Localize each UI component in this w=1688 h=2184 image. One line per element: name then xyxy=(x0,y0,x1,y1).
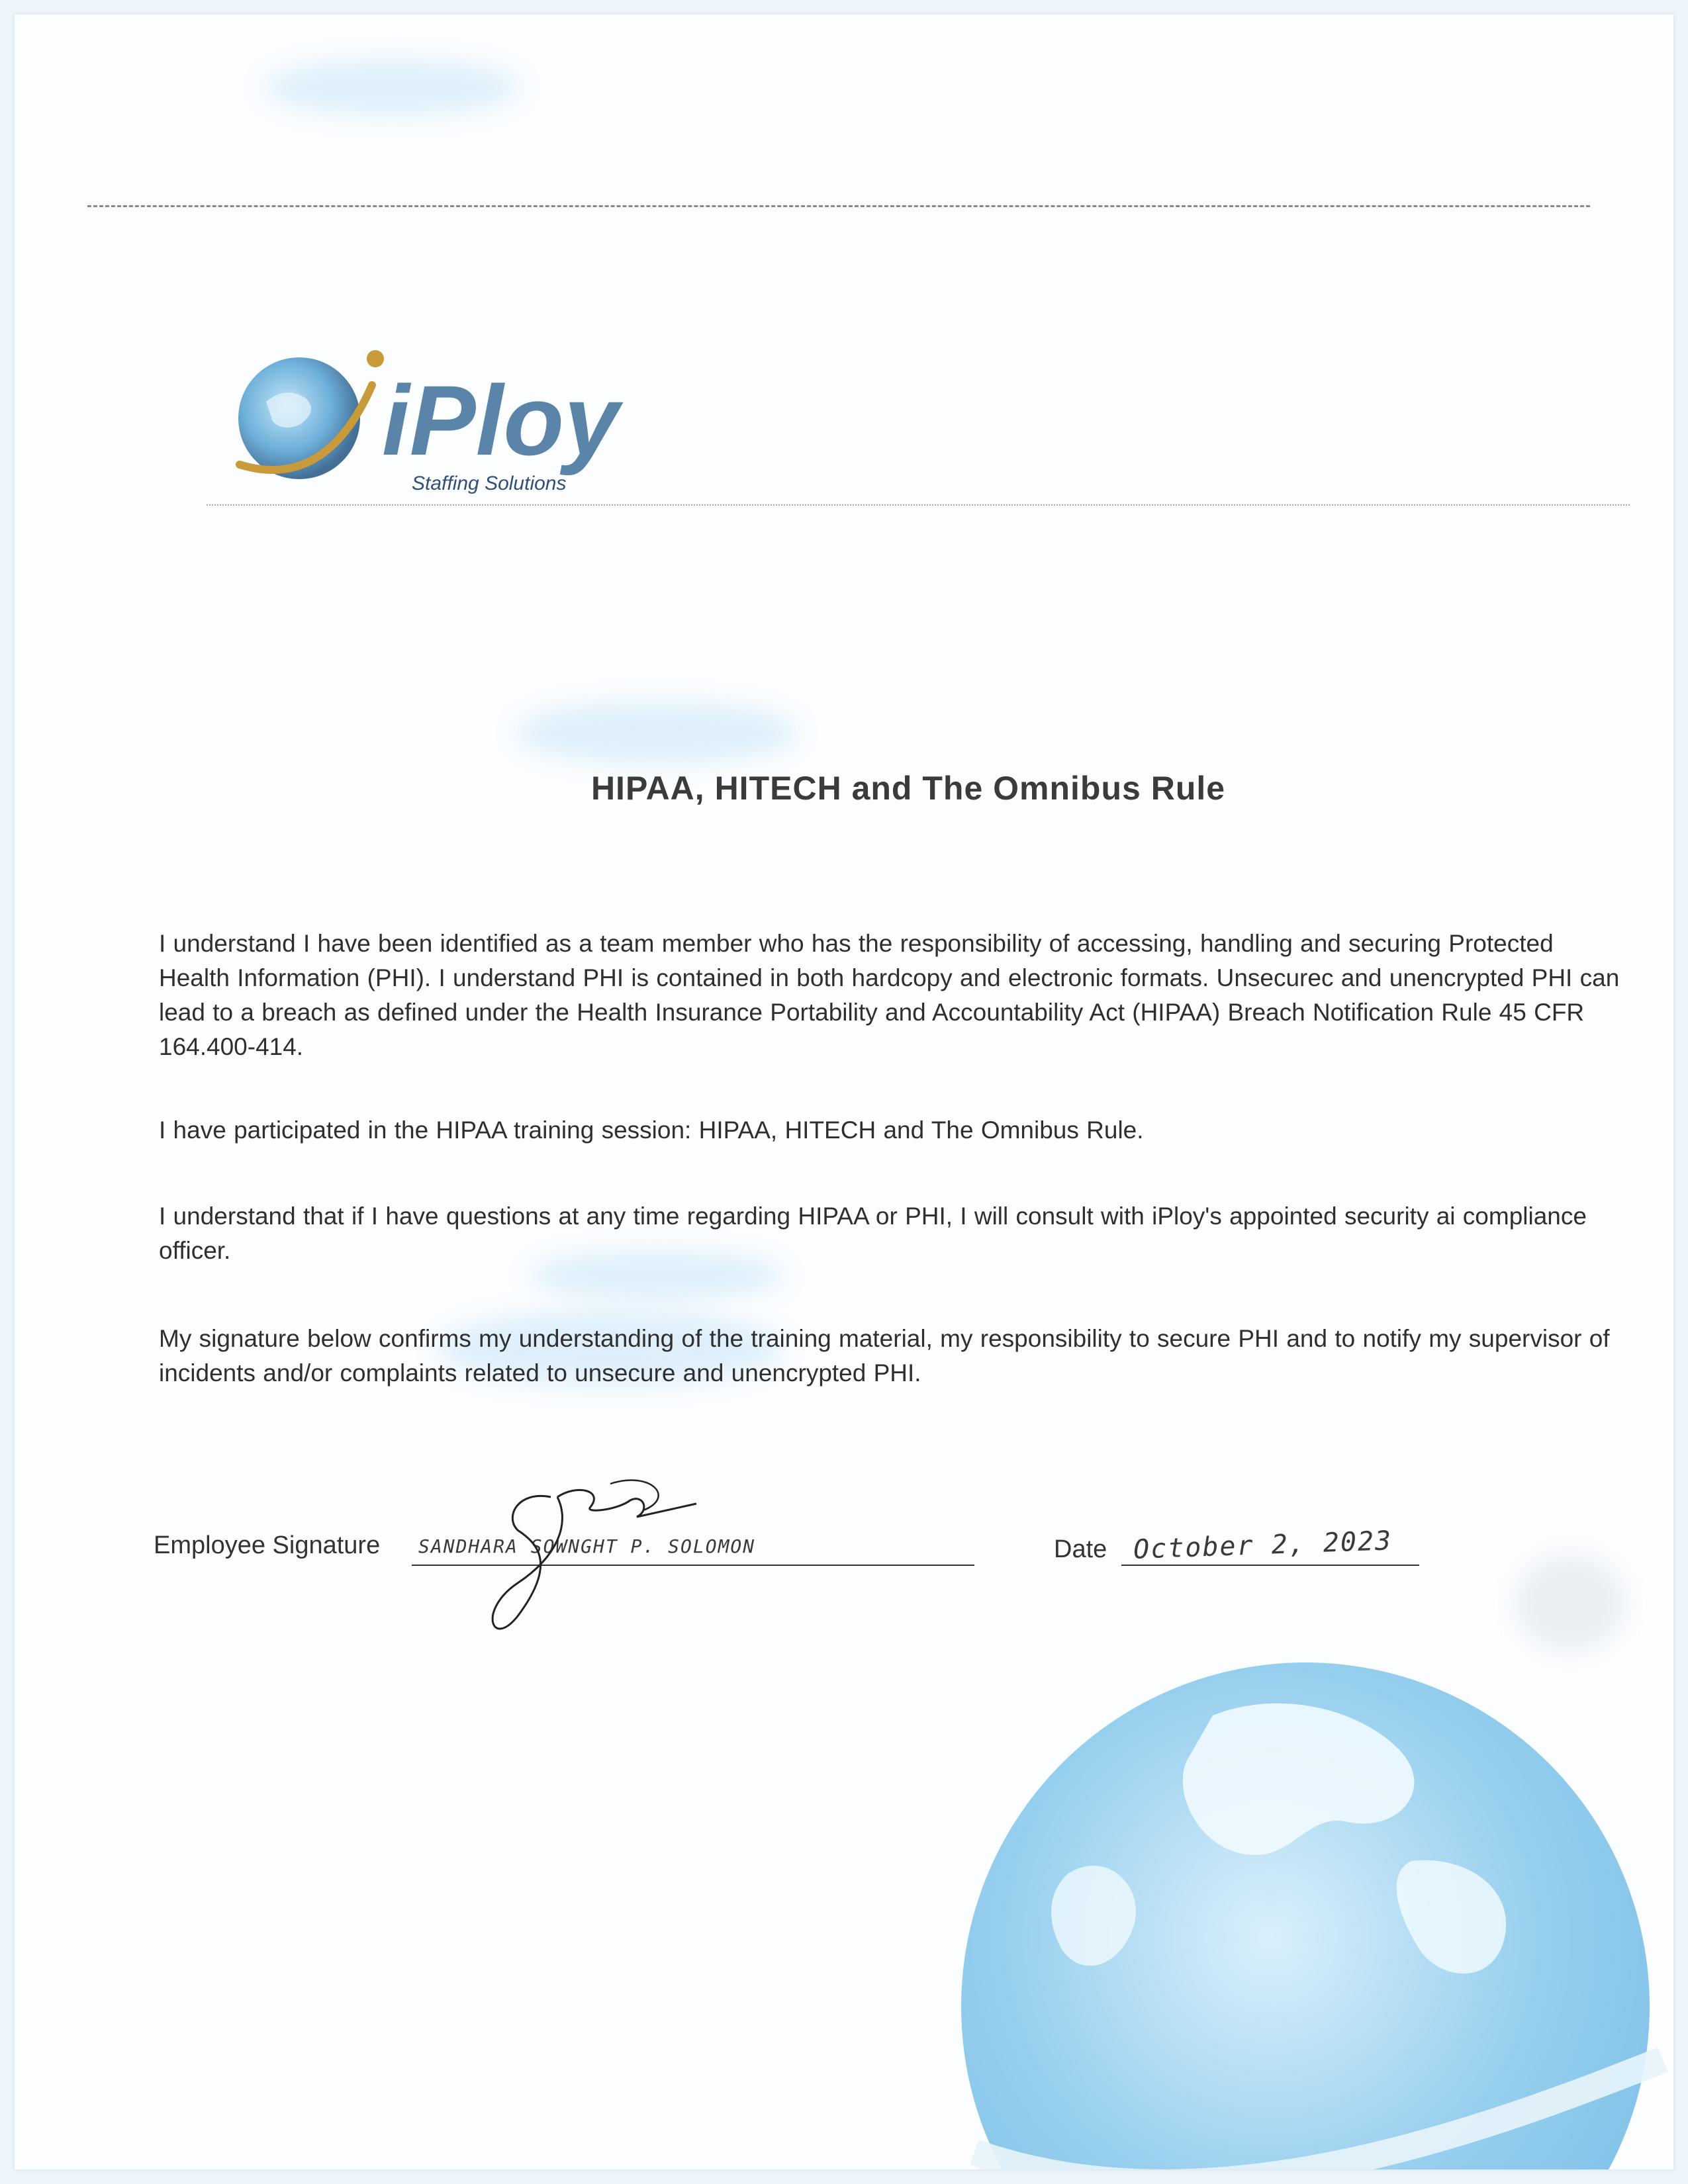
paragraph-acknowledgement: I understand I have been identified as a team member who has the responsibility of accessing, handling and securing Protected Health Information (PHI). I understand PHI is contained in both hardcopy and electronic formats. Unsecurec and unencrypted PHI can lead to a breach as defined under the Health Insurance Portability and Accountability Act (HIPAA) Breach Notification Rule 45 CFR 164.400-414. xyxy=(159,930,1620,1060)
printed-name: SANDHARA SOWNGHT P. SOLOMON xyxy=(418,1535,756,1557)
document-page xyxy=(15,15,1673,2169)
date-value: October 2, 2023 xyxy=(1133,1525,1393,1565)
logo-wordmark: iPloy xyxy=(382,365,620,476)
logo-tagline: Staffing Solutions xyxy=(412,473,567,494)
ink-smudge xyxy=(266,61,518,114)
ink-smudge xyxy=(518,703,796,762)
paragraph-questions: I understand that if I have questions at any time regarding HIPAA or PHI, I will consult with iPloy's appointed security ai compliance officer. xyxy=(159,1203,1587,1264)
paragraph-confirmation: My signature below confirms my understanding of the training material, my responsibility to secure PHI and to notify my supervisor of incidents and/or complaints related to unsecure and unencrypted PHI. xyxy=(159,1325,1610,1387)
paragraph-training: I have participated in the HIPAA training session: HIPAA, HITECH and The Omnibus Rule. xyxy=(159,1116,1144,1144)
ink-smudge xyxy=(1517,1557,1623,1649)
globe-watermark xyxy=(935,1636,1673,2169)
date-label: Date xyxy=(1054,1535,1107,1563)
employee-signature-label: Employee Signature xyxy=(154,1531,381,1559)
header-divider xyxy=(207,504,1630,506)
document-title: HIPAA, HITECH and The Omnibus Rule xyxy=(590,770,1226,807)
top-divider xyxy=(87,205,1590,207)
iploy-logo xyxy=(220,339,696,511)
handwritten-signature xyxy=(478,1471,796,1669)
date-line xyxy=(1121,1565,1419,1566)
